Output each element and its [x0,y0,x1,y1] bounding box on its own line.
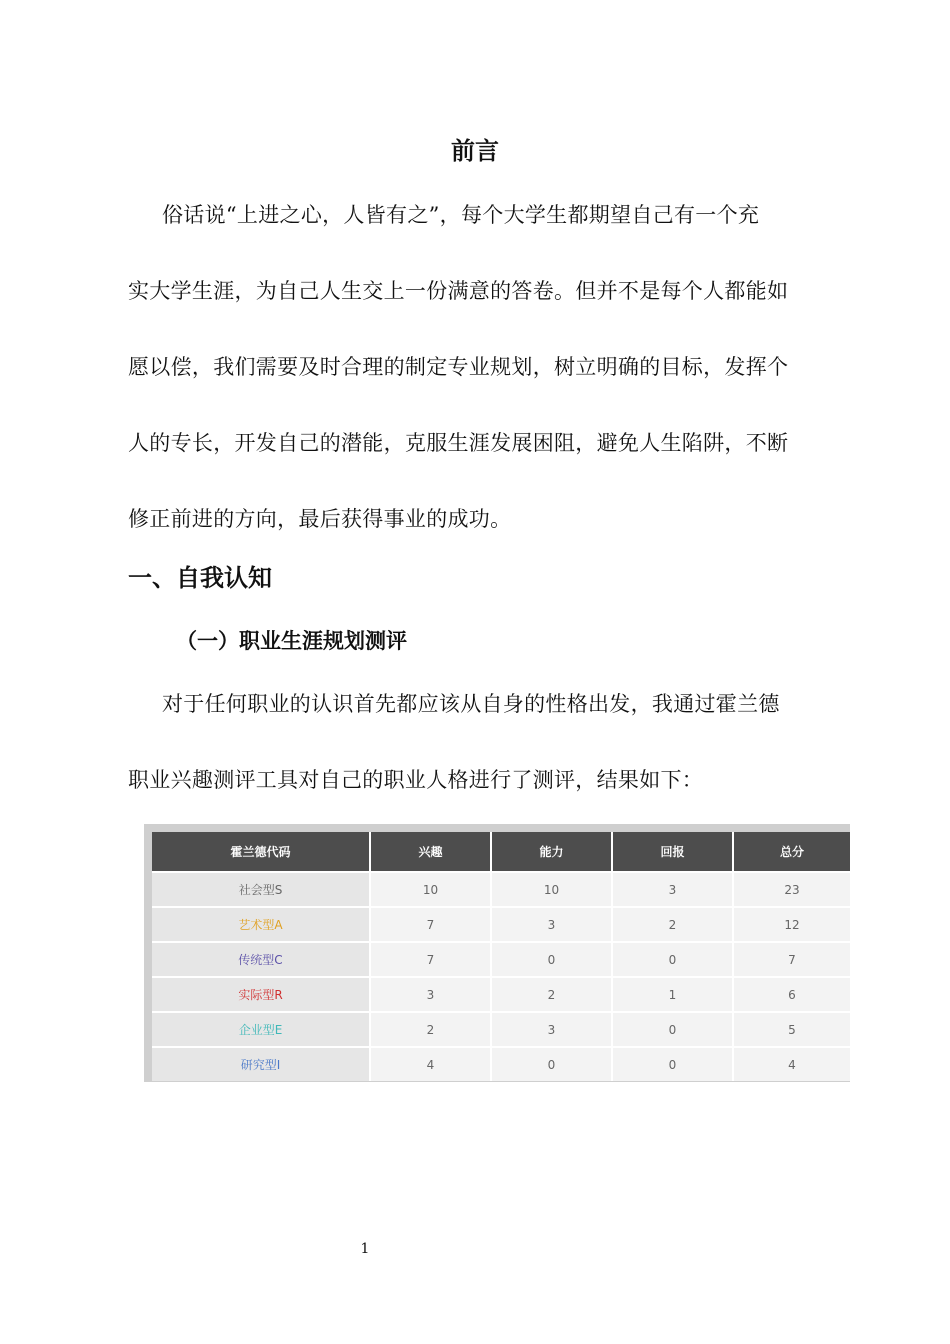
preface-line: 实大学生涯，为自己人生交上一份满意的答卷。但并不是每个人都能如 [128,279,789,303]
table-row [152,1047,850,1081]
header-total: 总分 [733,832,850,872]
assessment-paragraph [128,685,822,799]
row-reward: 0 [612,1047,733,1081]
header-interest: 兴趣 [370,832,491,872]
preface-line: 俗话说“上进之心，人皆有之”，每个大学生都期望自己有一个充 [162,203,760,227]
assessment-line: 对于任何职业的认识首先都应该从自身的性格出发，我通过霍兰德 [162,692,780,716]
row-total: 23 [733,872,850,907]
row-total: 4 [733,1047,850,1081]
row-interest: 4 [370,1047,491,1081]
row-total: 5 [733,1012,850,1047]
row-reward: 3 [612,872,733,907]
table-row [152,977,850,1012]
header-code: 霍兰德代码 [152,832,370,872]
row-reward: 0 [612,942,733,977]
page-title: 前言 [451,137,499,165]
row-reward: 2 [612,907,733,942]
row-interest: 10 [370,872,491,907]
row-code: 实际型R [152,977,370,1012]
row-ability: 10 [491,872,612,907]
subsection-heading: （一）职业生涯规划测评 [176,629,407,653]
row-reward: 0 [612,1012,733,1047]
header-ability: 能力 [491,832,612,872]
row-interest: 7 [370,907,491,942]
preface-line: 人的专长，开发自己的潜能，克服生涯发展困阻，避免人生陷阱，不断 [128,431,789,455]
row-ability: 3 [491,907,612,942]
table-row [152,942,850,977]
row-ability: 0 [491,1047,612,1081]
row-code: 社会型S [152,872,370,907]
table-row [152,872,850,907]
preface-line: 愿以偿，我们需要及时合理的制定专业规划，树立明确的目标，发挥个 [128,355,789,379]
row-code: 传统型C [152,942,370,977]
row-ability: 2 [491,977,612,1012]
row-interest: 3 [370,977,491,1012]
row-code: 企业型E [152,1012,370,1047]
holland-result-table [152,832,850,1081]
section-heading: 一、自我认知 [128,564,272,592]
table-header-row [152,832,850,872]
row-total: 6 [733,977,850,1012]
row-ability: 0 [491,942,612,977]
row-total: 12 [733,907,850,942]
row-code: 艺术型A [152,907,370,942]
page-number: 1 [360,1241,370,1257]
preface-paragraph [128,196,822,538]
table-row [152,907,850,942]
row-ability: 3 [491,1012,612,1047]
row-reward: 1 [612,977,733,1012]
row-code: 研究型I [152,1047,370,1081]
preface-line: 修正前进的方向，最后获得事业的成功。 [128,507,512,531]
holland-table-frame [144,824,850,1082]
row-interest: 2 [370,1012,491,1047]
assessment-line: 职业兴趣测评工具对自己的职业人格进行了测评，结果如下： [128,768,704,792]
header-reward: 回报 [612,832,733,872]
row-total: 7 [733,942,850,977]
table-row [152,1012,850,1047]
row-interest: 7 [370,942,491,977]
